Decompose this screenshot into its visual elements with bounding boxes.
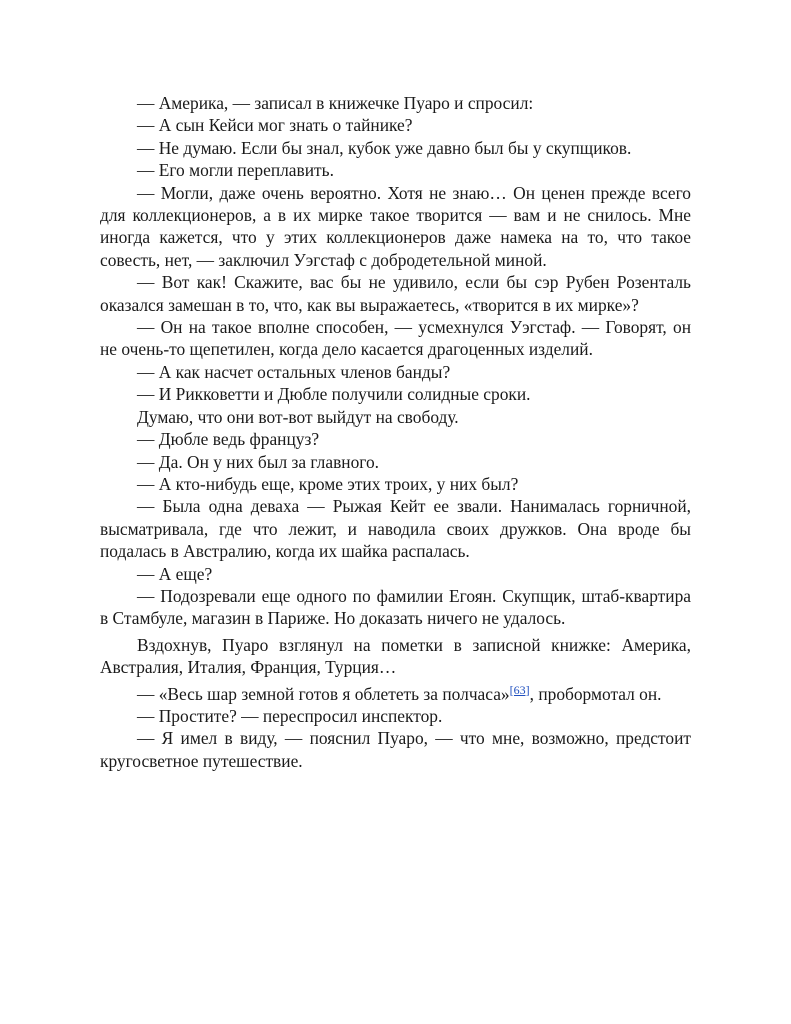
paragraph: Думаю, что они вот-вот выйдут на свободу. bbox=[137, 406, 459, 427]
paragraph: — А кто-нибудь еще, кроме этих троих, у них был? bbox=[137, 473, 519, 494]
paragraph: — Подозревали еще одного по фамилии Егоян. Скупщик, штаб-квартира в Стамбуле, магазин в Париже. Но доказать ничего не удалось. bbox=[100, 585, 691, 629]
paragraph: — Была одна деваха — Рыжая Кейт ее звали. Нанималась горничной, высматривала, где что лежит, и наводила своих дружков. Она вроде бы подалась в Австралию, когда их шайка распалась. bbox=[100, 496, 691, 562]
paragraph: — Не думаю. Если бы знал, кубок уже давно был бы у скупщиков. bbox=[137, 137, 632, 158]
quote-text: — «Весь шар земной готов я облететь за полчаса» bbox=[137, 683, 510, 704]
paragraph: — Америка, — записал в книжечке Пуаро и спросил: bbox=[137, 93, 534, 113]
footnote-link[interactable]: [63] bbox=[509, 682, 530, 697]
paragraph: — И Рикковетти и Дюбле получили солидные сроки. bbox=[137, 384, 531, 405]
quote-paragraph bbox=[100, 683, 691, 705]
paragraph: — Вот как! Скажите, вас бы не удивило, если бы сэр Рубен Розенталь оказался замешан в то, что, как вы выражаетесь, «творится в их мирке»? bbox=[100, 272, 691, 315]
paragraph: — Я имел в виду, — пояснил Пуаро, — что мне, возможно, предстоит кругосветное путешествие. bbox=[100, 728, 691, 771]
paragraph: — А сын Кейси мог знать о тайнике? bbox=[137, 115, 413, 136]
paragraph: — Простите? — переспросил инспектор. bbox=[137, 705, 443, 726]
paragraph: — А как насчет остальных членов банды? bbox=[137, 361, 451, 382]
paragraph: — А еще? bbox=[137, 563, 213, 584]
paragraph: — Дюбле ведь француз? bbox=[137, 429, 320, 450]
paragraph: — Да. Он у них был за главного. bbox=[137, 451, 380, 472]
document-page bbox=[100, 92, 691, 772]
quote-tail: , пробормотал он. bbox=[529, 683, 662, 704]
paragraph: — Он на такое вполне способен, — усмехнулся Уэгстаф. — Говорят, он не очень-то щепетилен, когда дело касается драгоценных изделий. bbox=[100, 317, 691, 360]
paragraph: Вздохнув, Пуаро взглянул на пометки в записной книжке: Америка, Австралия, Италия, Франция, Турция… bbox=[100, 634, 691, 678]
paragraph: — Могли, даже очень вероятно. Хотя не знаю… Он ценен прежде всего для коллекционеров, а в их мирке такое творится — вам и не снилось. Мне иногда кажется, что у этих коллекционеров даже намека на то, что такое совесть, нет, — заключил Уэгстаф с добродетельной миной. bbox=[100, 182, 691, 270]
paragraph: — Его могли переплавить. bbox=[137, 160, 334, 181]
